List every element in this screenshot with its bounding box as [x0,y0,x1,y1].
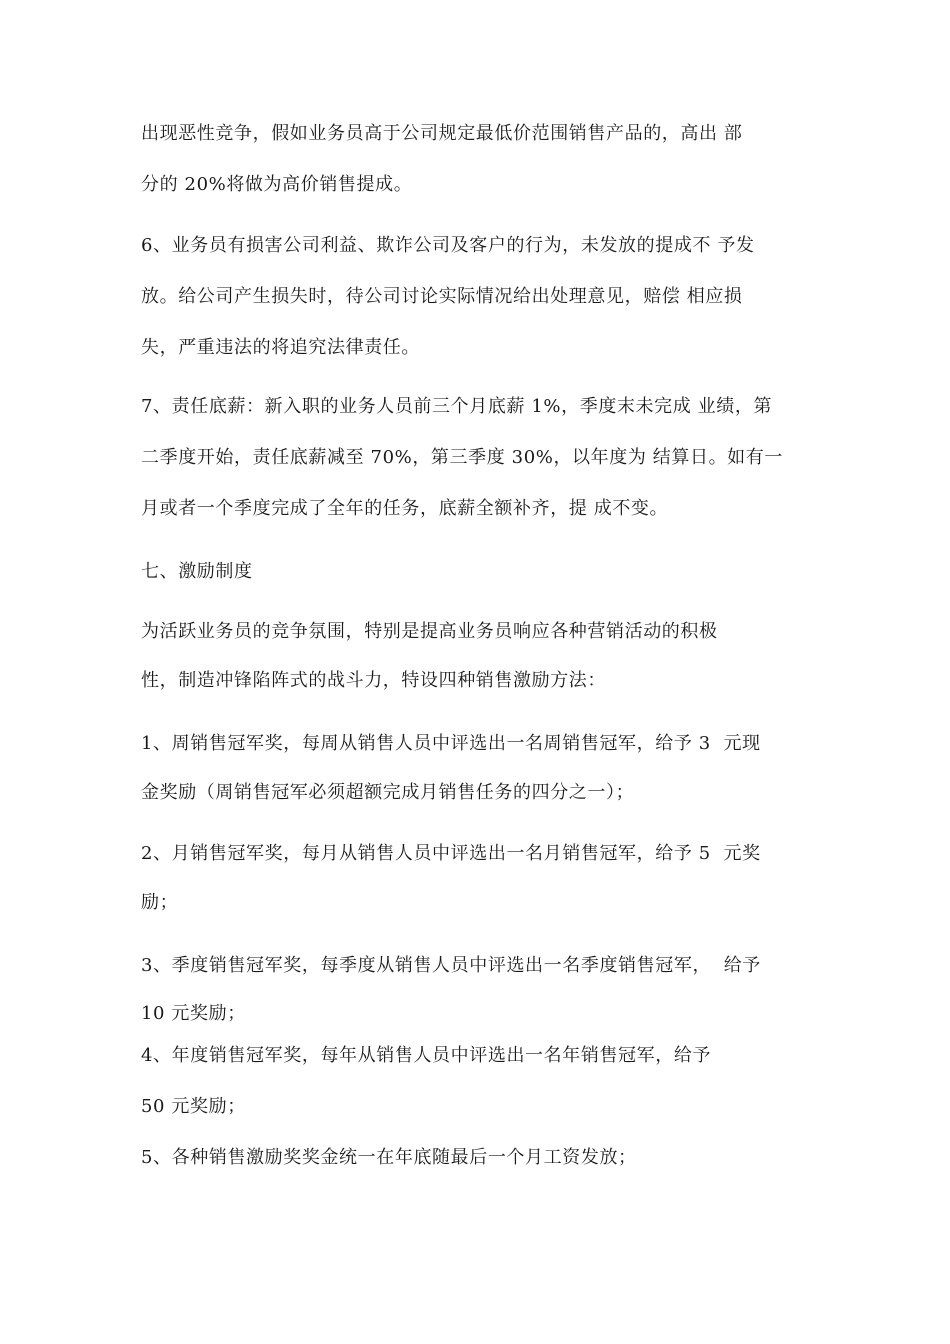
text-line: 6、业务员有损害公司利益、欺诈公司及客户的行为，未发放的提成不 予发 [141,235,755,256]
text-line: 为活跃业务员的竞争氛围，特别是提高业务员响应各种营销活动的积极 [141,621,718,642]
text-line: 失，严重违法的将追究法律责任。 [141,337,420,358]
text-line: 4、年度销售冠军奖，每年从销售人员中评选出一名年销售冠军，给予 [141,1045,712,1066]
text-line: 10 元奖励； [141,1003,246,1024]
section-heading: 七、激励制度 [141,561,253,582]
text-line: 2、月销售冠军奖，每月从销售人员中评选出一名月销售冠军，给予 5 元奖 [141,843,761,864]
text-line: 1、周销售冠军奖，每周从销售人员中评选出一名周销售冠军，给予 3 元现 [141,733,761,754]
text-line: 金奖励（周销售冠军必须超额完成月销售任务的四分之一）； [141,782,635,803]
text-line: 5、各种销售激励奖奖金统一在年底随最后一个月工资发放； [141,1147,637,1168]
text-line: 7、责任底薪：新入职的业务人员前三个月底薪 1%，季度末未完成 业绩，第 [141,396,773,417]
text-line: 出现恶性竞争，假如业务员高于公司规定最低价范围销售产品的，高出 部 [141,123,743,144]
text-line: 励； [141,892,179,913]
text-line: 性，制造冲锋陷阵式的战斗力，特设四种销售激励方法： [141,670,606,691]
text-line: 放。给公司产生损失时，待公司讨论实际情况给出处理意见，赔偿 相应损 [141,286,743,307]
text-line: 月或者一个季度完成了全年的任务，底薪全额补齐，提 成不变。 [141,498,669,519]
text-line: 50 元奖励； [141,1096,246,1117]
text-line: 3、季度销售冠军奖，每季度从销售人员中评选出一名季度销售冠军， 给予 [141,955,761,976]
text-line: 分的 20%将做为高价销售提成。 [141,174,413,195]
text-line: 二季度开始，责任底薪减至 70%，第三季度 30%，以年度为 结算日。如有一 [141,447,783,468]
